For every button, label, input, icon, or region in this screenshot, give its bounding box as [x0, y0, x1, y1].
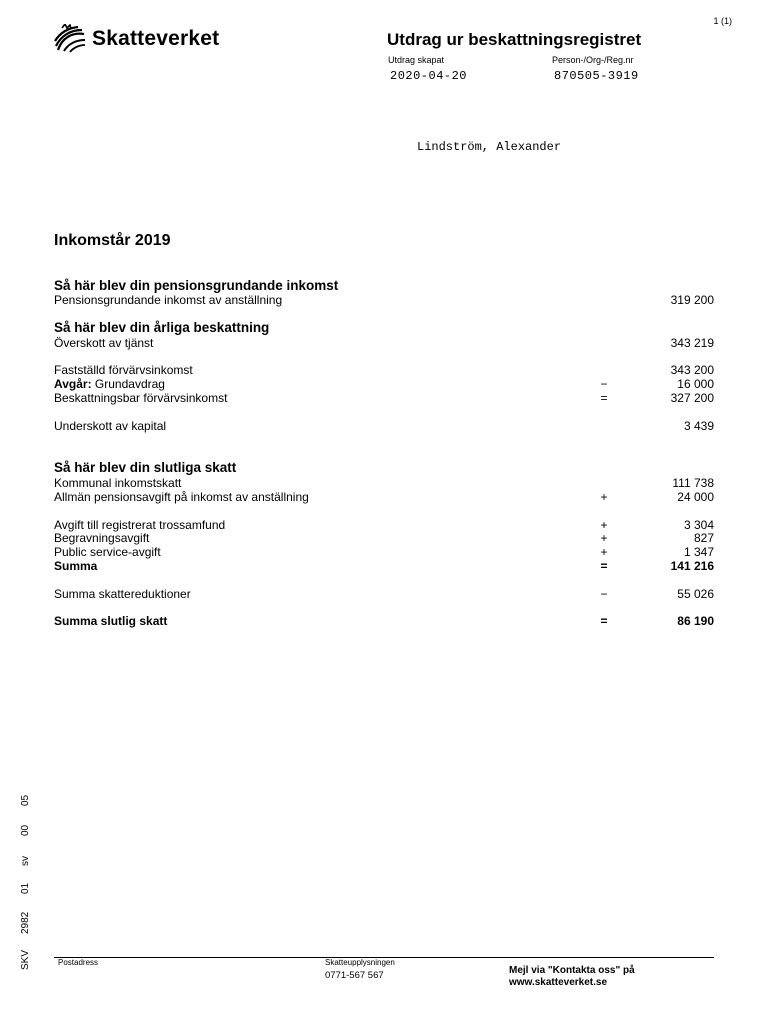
- row-value: 327 200: [670, 391, 714, 405]
- income-year-heading: Inkomstår 2019: [54, 232, 171, 249]
- taxation-section-title: Så här blev din årliga beskattning: [54, 320, 270, 335]
- row-operator: +: [600, 518, 608, 532]
- contact-line-1: Mejl via "Kontakta oss" på: [509, 965, 635, 976]
- table-row: [54, 545, 714, 559]
- row-value: 86 190: [677, 614, 714, 628]
- page-number: 1 (1): [713, 16, 732, 26]
- document-title: Utdrag ur beskattningsregistret: [387, 30, 642, 49]
- row-label: Grundavdrag: [94, 377, 165, 391]
- table-row: [54, 419, 714, 433]
- form-code-part: sv: [20, 856, 31, 866]
- id-label: Person-/Org-/Reg.nr: [552, 55, 634, 65]
- form-code-part: 2982: [20, 911, 31, 934]
- row-label: Public service-avgift: [54, 545, 161, 559]
- row-label: Underskott av kapital: [54, 419, 167, 433]
- row-operator: =: [600, 559, 608, 573]
- form-code: [20, 784, 46, 974]
- table-row: [54, 363, 714, 377]
- row-label: Summa slutlig skatt: [54, 614, 168, 628]
- table-row: [54, 476, 714, 490]
- row-label: Beskattningsbar förvärvsinkomst: [54, 391, 228, 405]
- row-value: 1 347: [683, 545, 714, 559]
- row-label: Fastställd förvärvsinkomst: [54, 363, 193, 377]
- row-value: 16 000: [677, 377, 714, 391]
- row-label: Överskott av tjänst: [54, 336, 154, 350]
- crown-swirl-icon: [52, 24, 86, 54]
- row-label: Avgift till registrerat trossamfund: [54, 518, 226, 532]
- row-operator: +: [600, 545, 608, 559]
- row-operator: −: [600, 377, 608, 391]
- row-label: Pensionsgrundande inkomst av anställning: [54, 293, 283, 307]
- phone-label: Skatteupplysningen: [325, 958, 395, 967]
- row-value: 3 304: [683, 518, 714, 532]
- skatteverket-logo: [52, 24, 219, 54]
- table-row-final-total: [54, 614, 714, 628]
- row-value: 141 216: [670, 559, 714, 573]
- created-label: Utdrag skapat: [388, 55, 445, 65]
- row-value: 827: [693, 531, 714, 545]
- pension-section-title: Så här blev din pensionsgrundande inkomst: [54, 278, 339, 293]
- row-value: 343 219: [670, 336, 714, 350]
- postal-address-label: Postadress: [58, 958, 99, 967]
- row-value: 111 738: [672, 476, 714, 490]
- recipient-name: Lindström, Alexander: [417, 140, 562, 154]
- id-number: 870505-3919: [554, 69, 639, 83]
- row-operator: +: [600, 531, 608, 545]
- row-label-prefix: Avgår:: [54, 377, 92, 391]
- brand-name: Skatteverket: [92, 27, 220, 50]
- row-value: 343 200: [670, 363, 714, 377]
- row-operator: =: [600, 391, 608, 405]
- row-value: 55 026: [677, 587, 714, 601]
- row-value: 319 200: [670, 293, 714, 307]
- row-value: 24 000: [677, 490, 714, 504]
- row-label: Allmän pensionsavgift på inkomst av anställning: [54, 490, 309, 504]
- row-label: Kommunal inkomstskatt: [54, 476, 182, 490]
- row-label: Begravningsavgift: [54, 531, 150, 545]
- form-code-part: SKV: [20, 949, 31, 970]
- table-row: [54, 293, 714, 307]
- created-date: 2020-04-20: [390, 69, 468, 83]
- row-operator: =: [600, 614, 608, 628]
- table-row: [54, 490, 714, 504]
- table-row: [54, 377, 714, 391]
- row-operator: +: [600, 490, 608, 504]
- form-code-part: 05: [20, 794, 31, 806]
- form-code-part: 00: [20, 824, 31, 836]
- row-operator: −: [600, 587, 608, 601]
- row-label: Summa: [54, 559, 98, 573]
- final-tax-section-title: Så här blev din slutliga skatt: [54, 460, 237, 475]
- table-row: [54, 587, 714, 601]
- row-label: Summa skattereduktioner: [54, 587, 191, 601]
- table-row: [54, 391, 714, 405]
- table-row: [54, 531, 714, 545]
- row-value: 3 439: [683, 419, 714, 433]
- table-row: [54, 336, 714, 350]
- table-row-total: [54, 559, 714, 573]
- table-row: [54, 518, 714, 532]
- contact-website[interactable]: www.skatteverket.se: [509, 977, 608, 988]
- phone-number: 0771-567 567: [325, 970, 384, 981]
- form-code-part: 01: [20, 882, 31, 894]
